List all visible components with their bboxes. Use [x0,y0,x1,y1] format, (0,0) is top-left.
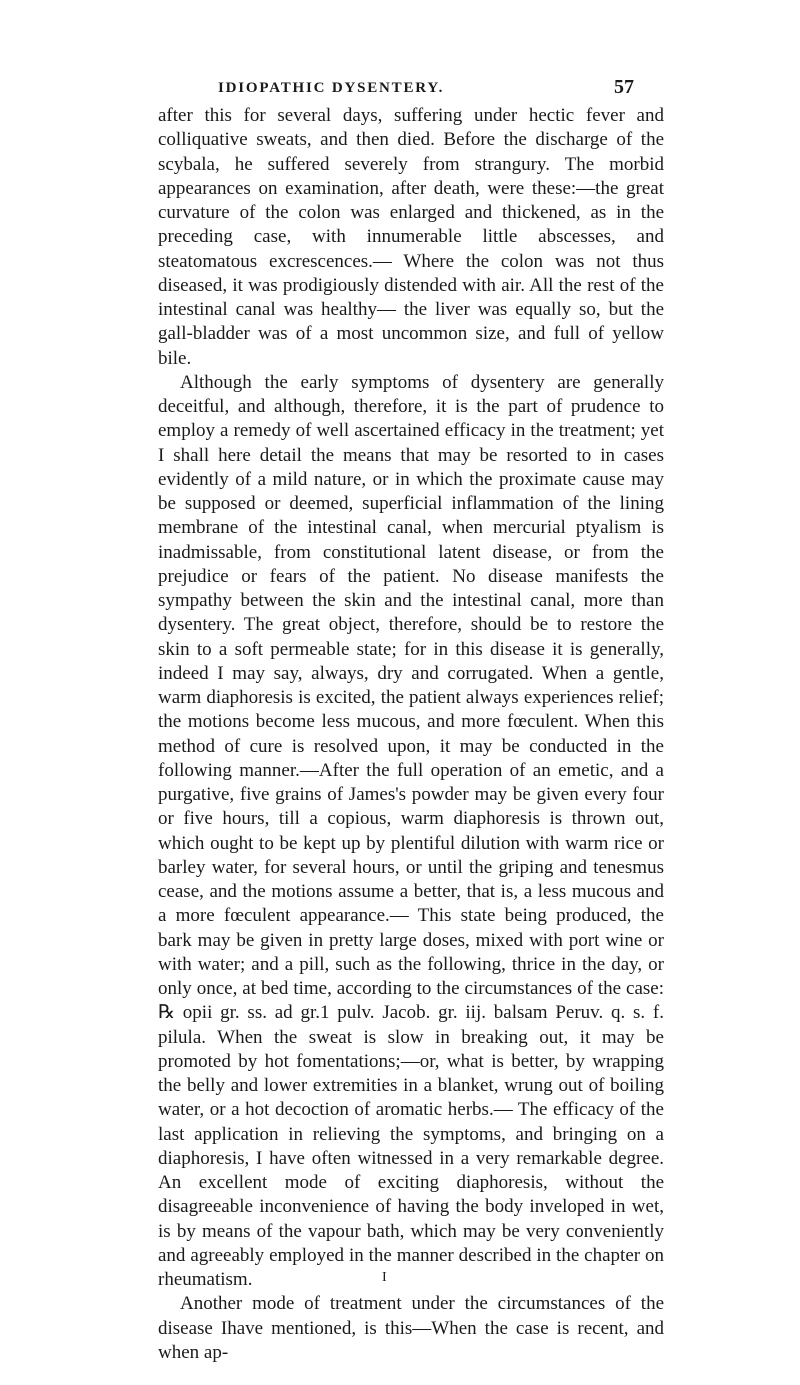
running-header: IDIOPATHIC DYSENTERY. [218,80,445,96]
paragraph-continued: after this for several days, suffering under hectic fever and colliquative sweats, and then died. Before the discharge of the scybala, he suffered severely from strangury. The morbid appearances on examination, after death, were these:—the great curvature of the colon was enlarged and thickened, as in the preceding case, with innumerable little abscesses, and steatomatous excrescences.— Where the colon was not thus diseased, it was prodigiously distended with air. All the rest of the intestinal canal was healthy— the liver was equally so, but the gall-bladder was of a most uncommon size, and full of yellow bile. [158,105,664,369]
paragraph-treatment: Although the early symptoms of dysentery are generally deceitful, and although, therefore, it is the part of prudence to employ a remedy of well ascertained efficacy in the treatment; yet I shall here detail the means that may be resorted to in cases evidently of a mild nature, or in which the proximate cause may be supposed or deemed, superficial inflammation of the lining membrane of the intestinal canal, when mercurial ptyalism is inadmissable, from constitutional latent disease, or from the prejudice or fears of the patient. No disease manifests the sympathy between the skin and the intestinal canal, more than dysentery. The great object, therefore, should be to restore the skin to a soft permeable state; for in this disease it is generally, indeed I may say, always, dry and corrugated. When a gentle, warm diaphoresis is excited, the patient always experiences relief; the motions become less mucous, and more fœculent. When this method of cure is resolved upon, it may be conducted in the following manner.—After the full operation of an emetic, and a purgative, five grains of James's powder may be given every four or five hours, till a copious, warm diaphoresis is thrown out, which ought to be kept up by plentiful dilution with warm rice or barley water, for several hours, or until the griping and tenesmus cease, and the motions assume a better, that is, a less mucous and a more fœculent appearance.— This state being produced, the bark may be given in pretty large doses, mixed with port wine or with water; and a pill, such as the following, thrice in the day, or only once, at bed time, according to the circumstances of the case: ℞ opii gr. ss. ad gr.1 pulv. Jacob. gr. iij. balsam Peruv. q. s. f. pilula. When the sweat is slow in breaking out, it may be promoted by hot fomentations;—or, what is better, by wrapping the belly and lower extremities in a blanket, wrung out of boiling water, or a hot decoction of aromatic herbs.— The efficacy of the last application in relieving the symptoms, and bringing on a diaphoresis, I have often witnessed in a very remarkable degree. An excellent mode of exciting diaphoresis, without the disagreeable inconvenience of having the body inveloped in wet, is by means of the vapour bath, which may be very conveniently and agreeably employed in the manner described in the chapter on rheumatism. [158,371,664,1290]
paragraph-another-mode: Another mode of treatment under the circumstances of the disease Ihave mentioned, is this—When the case is recent, and when ap- [158,1293,664,1363]
body-text [158,104,664,1365]
signature-mark: I [382,1270,387,1285]
page-number: 57 [614,76,634,98]
